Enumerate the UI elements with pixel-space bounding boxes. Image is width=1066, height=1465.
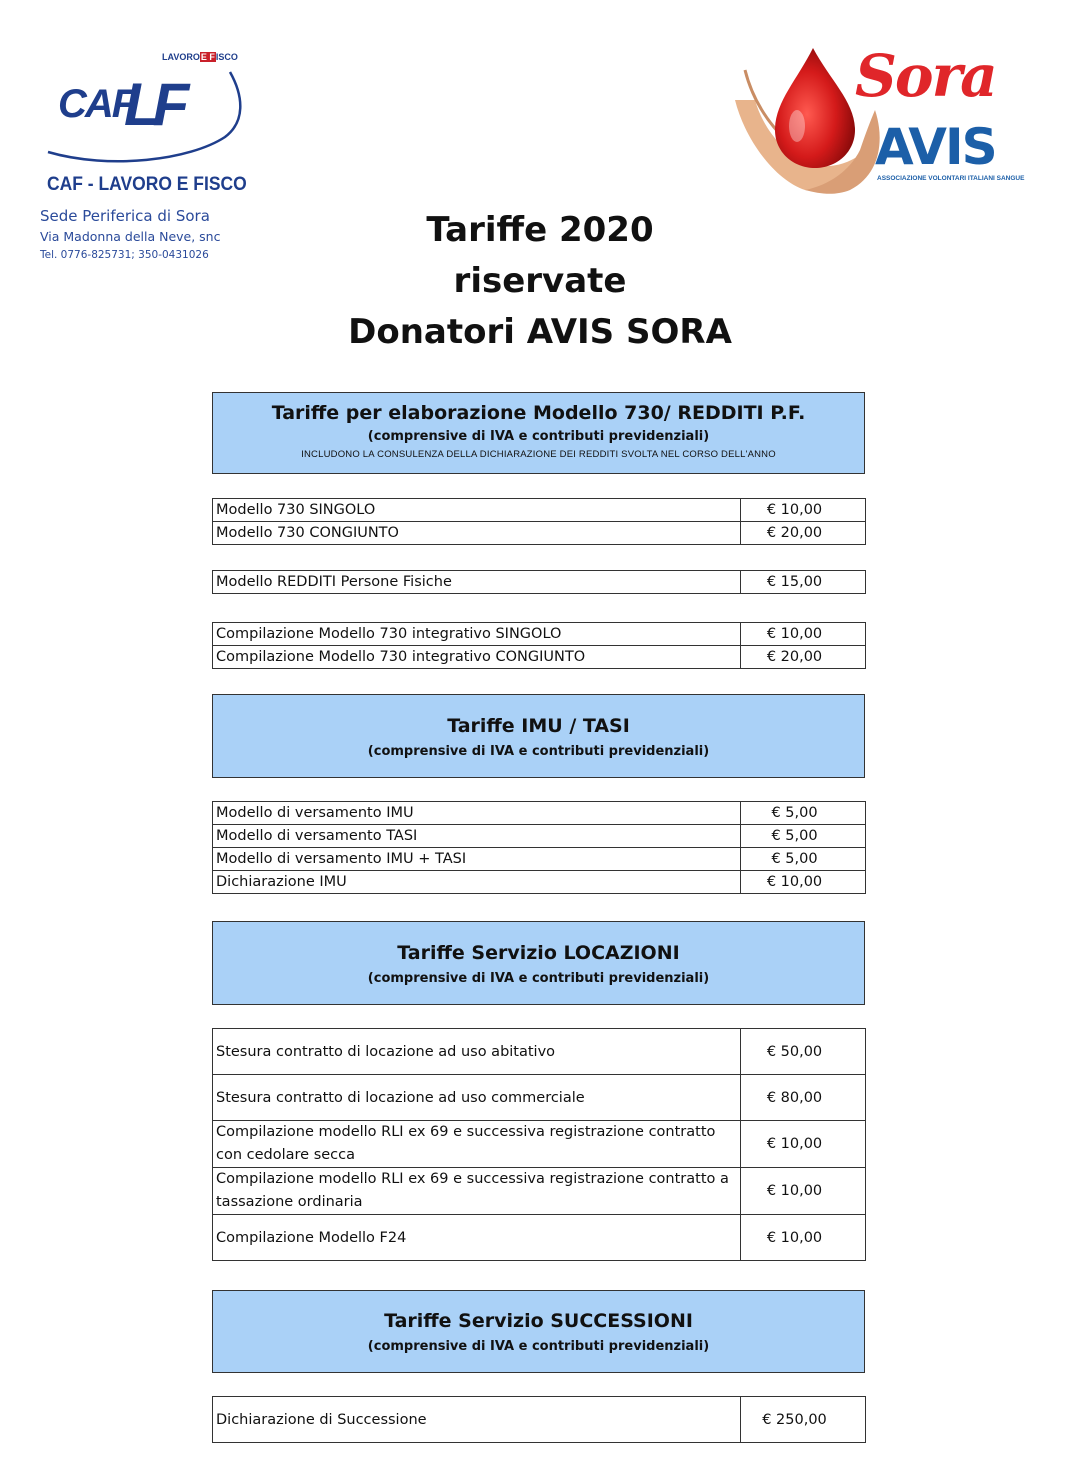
price-table-730	[212, 498, 866, 545]
service-label: Compilazione Modello F24	[213, 1215, 741, 1261]
service-price: € 5,00	[741, 848, 866, 871]
section-subtitle: (comprensive di IVA e contributi previdenziali)	[367, 429, 710, 444]
service-price: € 15,00	[741, 571, 866, 594]
service-label: Modello di versamento TASI	[213, 825, 741, 848]
caf-phone: Tel. 0776-825731; 350-0431026	[40, 249, 209, 261]
service-label: Modello di versamento IMU + TASI	[213, 848, 741, 871]
service-price: € 20,00	[741, 522, 866, 545]
avis-tagline: ASSOCIAZIONE VOLONTARI ITALIANI SANGUE	[877, 175, 1025, 182]
caf-logo-caf: CAF	[58, 82, 135, 126]
avis-logo	[735, 40, 1045, 195]
service-price: € 10,00	[741, 499, 866, 522]
caf-name: CAF - LAVORO E FISCO	[47, 174, 247, 195]
title-line-2: riservate	[453, 261, 627, 301]
avis-city-script: Sora	[855, 42, 996, 110]
service-price: € 80,00	[741, 1075, 866, 1121]
title-line-1: Tariffe 2020	[426, 210, 654, 250]
section-note: INCLUDONO LA CONSULENZA DELLA DICHIARAZIONE DEI REDDITI SVOLTA NEL CORSO DELL'ANNO	[301, 449, 776, 460]
service-price: € 250,00	[741, 1397, 866, 1443]
service-label: Modello di versamento IMU	[213, 802, 741, 825]
service-price: € 5,00	[741, 802, 866, 825]
service-label: Compilazione Modello 730 integrativo CONGIUNTO	[213, 646, 741, 669]
section-title: Tariffe Servizio SUCCESSIONI	[384, 1310, 693, 1332]
price-table-730-integrativo	[212, 622, 866, 669]
table-row	[213, 522, 866, 545]
table-row	[213, 499, 866, 522]
table-row	[213, 1215, 866, 1261]
table-row	[213, 825, 866, 848]
price-table-successioni	[212, 1396, 866, 1443]
caf-top-label: LAVOROE FISCO	[162, 52, 238, 62]
caf-address: Via Madonna della Neve, snc	[40, 229, 221, 244]
section-header-730	[212, 392, 865, 474]
service-price: € 5,00	[741, 825, 866, 848]
service-price: € 20,00	[741, 646, 866, 669]
table-row	[213, 871, 866, 894]
caf-office: Sede Periferica di Sora	[40, 207, 210, 225]
service-label: Stesura contratto di locazione ad uso commerciale	[213, 1075, 741, 1121]
table-row	[213, 646, 866, 669]
service-price: € 10,00	[741, 1215, 866, 1261]
section-subtitle: (comprensive di IVA e contributi previdenziali)	[367, 971, 710, 986]
service-label: Compilazione Modello 730 integrativo SINGOLO	[213, 623, 741, 646]
service-label: Compilazione modello RLI ex 69 e successiva registrazione contratto a tassazione ordinaria	[213, 1168, 741, 1215]
caf-logo-lf: LF	[124, 71, 182, 138]
section-title: Tariffe Servizio LOCAZIONI	[397, 942, 680, 964]
service-price: € 10,00	[741, 1121, 866, 1168]
section-header-successioni	[212, 1290, 865, 1373]
service-label: Modello 730 SINGOLO	[213, 499, 741, 522]
section-title: Tariffe IMU / TASI	[447, 715, 630, 737]
table-row	[213, 848, 866, 871]
service-price: € 10,00	[741, 1168, 866, 1215]
table-row	[213, 802, 866, 825]
service-label: Modello REDDITI Persone Fisiche	[213, 571, 741, 594]
service-price: € 10,00	[741, 623, 866, 646]
table-row	[213, 1121, 866, 1168]
service-label: Compilazione modello RLI ex 69 e successiva registrazione contratto con cedolare secca	[213, 1121, 741, 1168]
price-table-locazioni	[212, 1028, 866, 1261]
table-row	[213, 1029, 866, 1075]
price-table-imu-tasi	[212, 801, 866, 894]
table-row	[213, 1397, 866, 1443]
section-header-locazioni	[212, 921, 865, 1005]
service-label: Modello 730 CONGIUNTO	[213, 522, 741, 545]
table-row	[213, 571, 866, 594]
table-row	[213, 623, 866, 646]
title-line-3: Donatori AVIS SORA	[348, 312, 732, 352]
service-price: € 10,00	[741, 871, 866, 894]
page-title	[0, 205, 1066, 358]
caf-logo	[40, 42, 250, 202]
service-price: € 50,00	[741, 1029, 866, 1075]
section-subtitle: (comprensive di IVA e contributi previdenziali)	[367, 744, 710, 759]
section-title: Tariffe per elaborazione Modello 730/ REDDITI P.F.	[271, 402, 806, 424]
table-row	[213, 1075, 866, 1121]
section-subtitle: (comprensive di IVA e contributi previdenziali)	[367, 1339, 710, 1354]
service-label: Stesura contratto di locazione ad uso abitativo	[213, 1029, 741, 1075]
service-label: Dichiarazione IMU	[213, 871, 741, 894]
price-table-redditi	[212, 570, 866, 594]
section-header-imu-tasi	[212, 694, 865, 778]
service-label: Dichiarazione di Successione	[213, 1397, 741, 1443]
table-row	[213, 1168, 866, 1215]
avis-brand: AVIS	[875, 118, 996, 176]
